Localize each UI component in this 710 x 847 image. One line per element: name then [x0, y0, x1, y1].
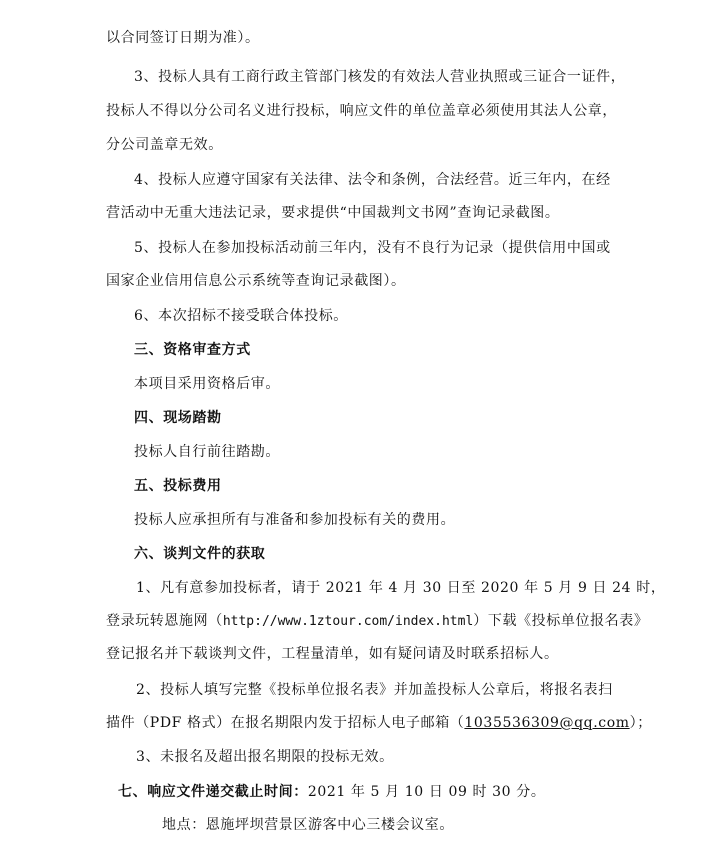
item-3-line: 3、未报名及超出报名期限的投标无效。	[136, 749, 394, 765]
section-heading-6: 六、谈判文件的获取	[134, 546, 266, 562]
email-link[interactable]: 1035536309@qq.com	[464, 715, 630, 731]
item-2-line	[106, 713, 652, 733]
section-body: 投标人自行前往踏勘。	[134, 444, 280, 460]
requirement-5-line: 国家企业信用信息公示系统等查询记录截图）。	[106, 273, 406, 289]
section-heading-5: 五、投标费用	[134, 478, 222, 494]
requirement-5-line: 5、投标人在参加投标活动前三年内，没有不良行为记录（提供信用中国或	[134, 240, 611, 256]
requirement-4-line: 4、投标人应遵守国家有关法律、法令和条例，合法经营。近三年内，在经	[134, 172, 611, 188]
requirement-3-line: 3、投标人具有工商行政主管部门核发的有效法人营业执照或三证合一证件，	[134, 69, 626, 85]
section-body: 本项目采用资格后审。	[134, 376, 280, 392]
section-heading-7	[118, 782, 545, 802]
section-heading-4: 四、现场踏勘	[134, 410, 222, 426]
item-1-line	[106, 611, 648, 632]
item-1-line: 登记报名并下载谈判文件，工程量清单，如有疑问请及时联系招标人。	[106, 646, 559, 662]
deadline-label: 七、响应文件递交截止时间：	[118, 784, 308, 800]
item-1-line: 1、凡有意参加投标者，请于 2021 年 4 月 30 日至 2020 年 5 月 9 日 24 时，	[136, 580, 666, 596]
deadline-value: 2021 年 5 月 10 日 09 时 30 分。	[307, 784, 546, 800]
section-heading-3: 三、资格审查方式	[134, 342, 251, 358]
item-2-line: 2、投标人填写完整《投标单位报名表》并加盖投标人公章后，将报名表扫	[136, 682, 613, 698]
location-line: 地点：恩施坪坝营景区游客中心三楼会议室。	[162, 817, 454, 833]
item-1-text: 登录玩转恩施网（	[106, 613, 223, 629]
requirement-3-line: 投标人不得以分公司名义进行投标，响应文件的单位盖章必须使用其法人公章，	[106, 103, 617, 119]
requirement-4-line: 营活动中无重大违法记录，要求提供“中国裁判文书网”查询记录截图。	[106, 205, 560, 221]
item-1-text: ）下载《投标单位报名表》	[473, 613, 649, 629]
requirement-3-line: 分公司盖章无效。	[106, 137, 223, 153]
requirement-6-line: 6、本次招标不接受联合体投标。	[134, 308, 348, 324]
section-body: 投标人应承担所有与准备和参加投标有关的费用。	[134, 512, 456, 528]
website-url: http://www.1ztour.com/index.html	[222, 614, 474, 629]
item-2-text: 描件（PDF 格式）在报名期限内发于招标人电子邮箱（	[106, 715, 465, 731]
paragraph-line: 以合同签订日期为准）。	[106, 30, 260, 46]
item-2-text: ）；	[629, 715, 652, 731]
